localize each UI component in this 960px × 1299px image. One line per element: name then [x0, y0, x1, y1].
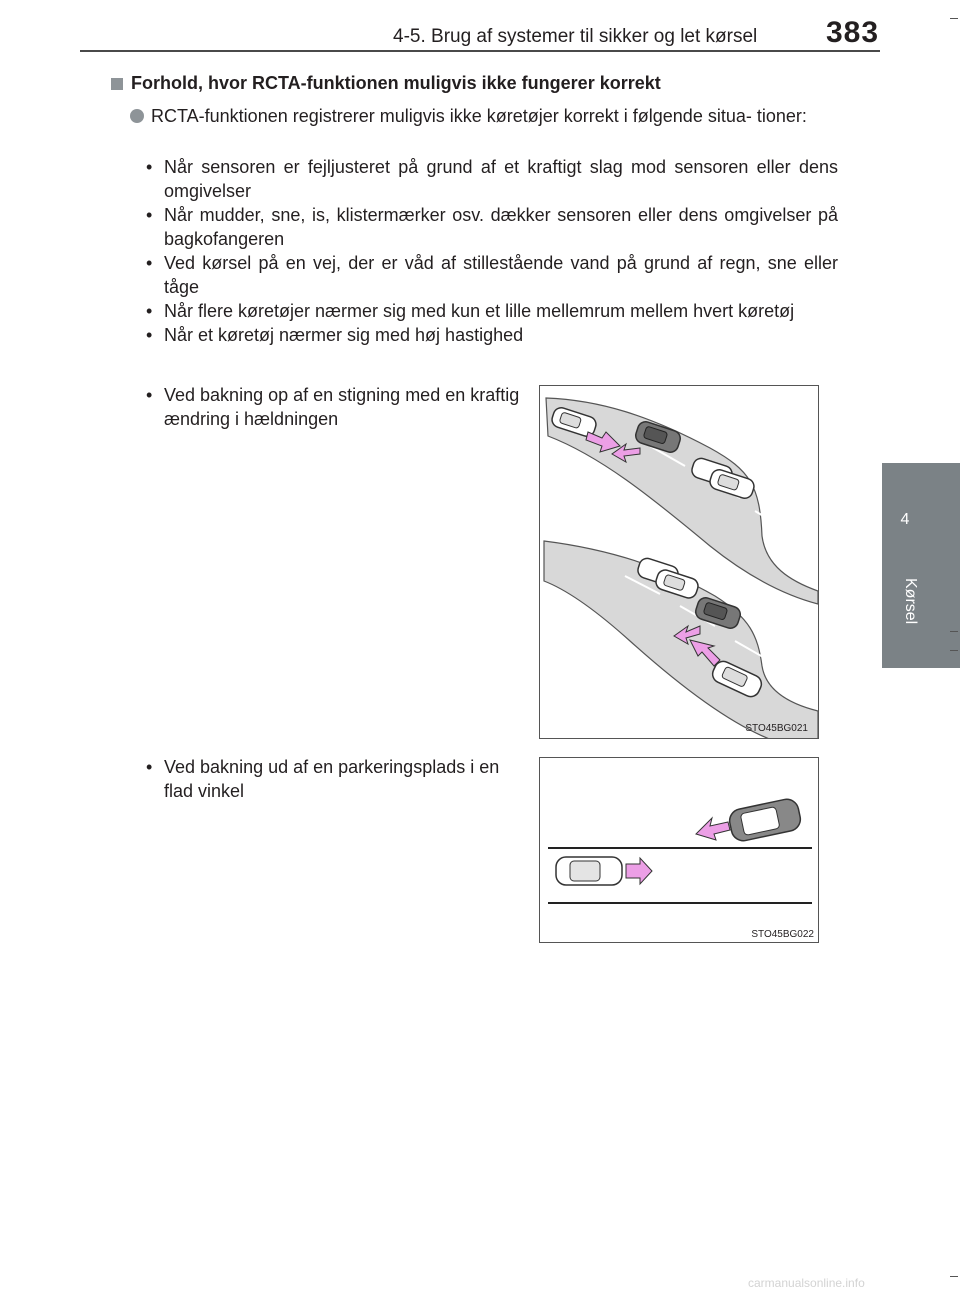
- margin-tick: [950, 18, 958, 19]
- list-item: • Når sensoren er fejljusteret på grund af et kraftigt slag mod sensoren eller dens omgivelser: [146, 155, 838, 203]
- figure-label: STO45BG021: [745, 723, 808, 734]
- list-item: • Når mudder, sne, is, klistermærker osv. dækker sensoren eller dens omgivelser på bagkofangeren: [146, 203, 838, 251]
- incline-drawing: [540, 386, 819, 739]
- list-item: • Når et køretøj nærmer sig med høj hastighed: [146, 323, 838, 347]
- margin-tick: [950, 1276, 958, 1277]
- watermark: carmanualsonline.info: [748, 1276, 865, 1290]
- condition-list: [146, 155, 838, 347]
- list-item: • Ved kørsel på en vej, der er våd af stillestående vand på grund af regn, sne eller tåge: [146, 251, 838, 299]
- list-item: • Når flere køretøjer nærmer sig med kun et lille mellemrum mellem hvert køretøj: [146, 299, 838, 323]
- list-item: • Ved bakning ud af en parkeringsplads i en flad vinkel: [146, 755, 521, 803]
- square-bullet-icon: [111, 78, 123, 90]
- header-section-title: 4-5. Brug af systemer til sikker og let kørsel: [393, 26, 758, 47]
- car-icon: [727, 797, 802, 843]
- margin-tick: [950, 631, 958, 632]
- chapter-label: Kørsel: [902, 578, 919, 625]
- list-item: • Ved bakning op af en stigning med en kraftig ændring i hældningen: [146, 383, 521, 431]
- chapter-label-wrapper: [895, 578, 935, 648]
- chapter-number: 4: [900, 511, 910, 528]
- figure-label: STO45BG022: [751, 929, 814, 940]
- header-rule: [80, 50, 880, 52]
- section-heading: [111, 73, 661, 94]
- margin-tick: [950, 650, 958, 651]
- illustration-incline: [539, 385, 819, 739]
- page-number: 383: [826, 16, 880, 49]
- illustration-parking: [539, 757, 819, 943]
- circle-bullet-icon: [130, 109, 144, 123]
- intro-paragraph: [130, 104, 842, 128]
- car-icon: [556, 857, 622, 885]
- arrow-right-icon: [626, 858, 652, 884]
- section-heading-text: Forhold, hvor RCTA-funktionen muligvis ikke fungerer korrekt: [131, 73, 661, 93]
- parking-drawing: [540, 758, 819, 943]
- intro-text: RCTA-funktionen registrerer muligvis ikke køretøjer korrekt i følgende situa- tioner:: [151, 106, 807, 126]
- arrow-left-icon: [696, 818, 730, 840]
